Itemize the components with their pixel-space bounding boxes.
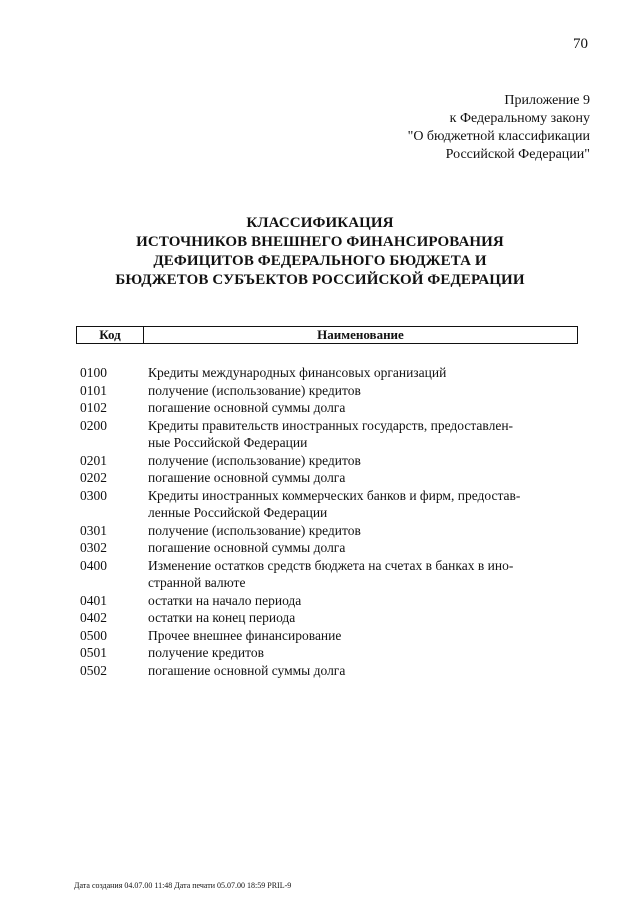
title-line: ДЕФИЦИТОВ ФЕДЕРАЛЬНОГО БЮДЖЕТА И [153, 253, 487, 269]
row-name-line: ленные Российской Федерации [148, 505, 328, 520]
row-name-line: получение (использование) кредитов [148, 522, 361, 538]
row-code: 0402 [80, 610, 107, 625]
row-code: 0300 [80, 487, 107, 503]
classification-table-body [80, 364, 580, 679]
row-name [148, 522, 574, 540]
row-code: 0400 [80, 557, 107, 573]
row-name [148, 382, 574, 400]
table-row [80, 557, 580, 592]
row-name-line: получение (использование) кредитов [148, 452, 361, 468]
appendix-line: Российской Федерации" [445, 147, 590, 162]
row-name-line: погашение основной суммы долга [148, 400, 346, 415]
row-name-line: погашение основной суммы долга [148, 470, 346, 485]
table-row [80, 417, 580, 452]
row-code: 0202 [80, 470, 107, 485]
row-code: 0502 [80, 662, 107, 678]
row-name [148, 469, 574, 487]
row-name [148, 557, 574, 592]
row-code: 0200 [80, 417, 107, 433]
column-header-name: Наименование [317, 327, 404, 342]
appendix-line: Приложение 9 [504, 93, 590, 108]
row-code: 0500 [80, 627, 107, 643]
row-name [148, 644, 574, 662]
row-code: 0101 [80, 382, 107, 398]
row-name-line: ные Российской Федерации [148, 435, 308, 450]
row-name [148, 417, 574, 452]
table-row [80, 539, 580, 557]
row-code: 0301 [80, 522, 107, 538]
row-name-line: погашение основной суммы долга [148, 662, 346, 678]
column-header-code: Код [77, 327, 144, 343]
row-name-line: Кредиты правительств иностранных государств, предоставлен- [148, 417, 514, 433]
row-name-line: получение (использование) кредитов [148, 382, 361, 398]
row-code: 0501 [80, 645, 107, 660]
table-row [80, 592, 580, 610]
row-code: 0401 [80, 592, 107, 608]
table-row [80, 364, 580, 382]
table-row [80, 644, 580, 662]
row-name-line: Изменение остатков средств бюджета на счетах в банках в ино- [148, 557, 514, 573]
appendix-line: "О бюджетной классификации [407, 129, 590, 144]
table-row [80, 609, 580, 627]
table-row [80, 399, 580, 417]
table-row [80, 469, 580, 487]
table-row [80, 627, 580, 645]
page-number: 70 [573, 36, 588, 52]
title-line: КЛАССИФИКАЦИЯ [246, 215, 394, 231]
row-name [148, 452, 574, 470]
row-code: 0302 [80, 540, 107, 555]
table-row [80, 382, 580, 400]
row-name-line: Кредиты международных финансовых организаций [148, 365, 447, 380]
table-header [76, 326, 578, 344]
row-code: 0100 [80, 365, 107, 380]
appendix-line: к Федеральному закону [449, 111, 590, 126]
row-code: 0201 [80, 452, 107, 468]
title-line: ИСТОЧНИКОВ ВНЕШНЕГО ФИНАНСИРОВАНИЯ [136, 234, 504, 250]
table-row [80, 522, 580, 540]
appendix-reference [380, 92, 590, 164]
title-line: БЮДЖЕТОВ СУБЪЕКТОВ РОССИЙСКОЙ ФЕДЕРАЦИИ [115, 272, 525, 288]
row-name-line: остатки на конец периода [148, 610, 296, 625]
row-name [148, 539, 574, 557]
row-name [148, 662, 574, 680]
row-name-line: получение кредитов [148, 645, 264, 660]
row-name-line: Прочее внешнее финансирование [148, 627, 342, 643]
table-row [80, 487, 580, 522]
row-code: 0102 [80, 400, 107, 415]
print-footer: Дата создания 04.07.00 11:48 Дата печати 05.07.00 18:59 PRIL-9 [74, 881, 292, 890]
table-row [80, 452, 580, 470]
row-name [148, 364, 574, 382]
table-row [80, 662, 580, 680]
document-title [60, 214, 580, 290]
row-name [148, 487, 574, 522]
row-name [148, 592, 574, 610]
row-name-line: погашение основной суммы долга [148, 540, 346, 555]
row-name-line: странной валюте [148, 575, 246, 590]
row-name [148, 609, 574, 627]
row-name [148, 627, 574, 645]
row-name-line: Кредиты иностранных коммерческих банков и фирм, предостав- [148, 487, 521, 503]
row-name-line: остатки на начало периода [148, 592, 302, 608]
row-name [148, 399, 574, 417]
